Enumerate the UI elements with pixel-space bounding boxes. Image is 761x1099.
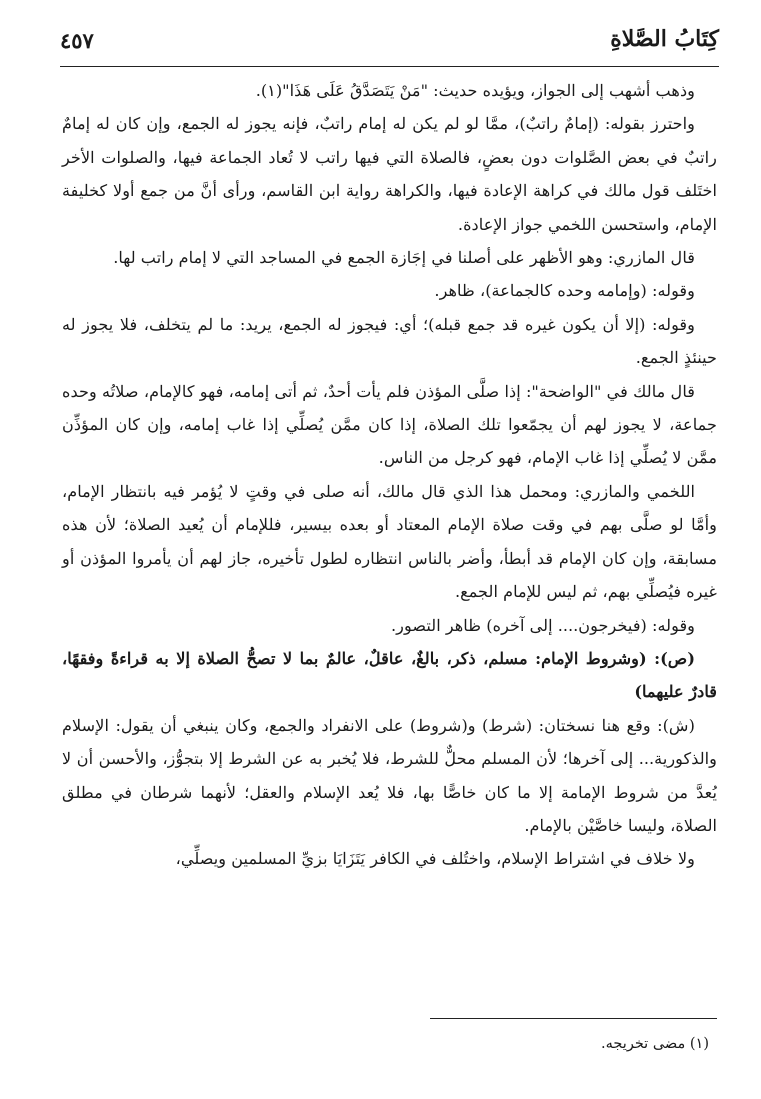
- page-number: ٤٥٧: [60, 28, 94, 53]
- paragraph: وقوله: (إلا أن يكون غيره قد جمع قبله)؛ أي: فيجوز له الجمع، يريد: ما لم يتخلف، فلا يجوز له حينئذٍ الجمع.: [62, 314, 717, 368]
- body-text: [62, 74, 717, 876]
- paragraph: قال مالك في "الواضحة": إذا صلَّى المؤذن فلم يأت أحدٌ، ثم أتى إمامه، فهو كالإمام، صلاتُه وحده جماعة، لا يجوز لهم أن يجمّعوا تلك الصلاة، إذا كان ممَّن يُصلِّي إذا غاب إمامه، وإن كان المؤذِّن ممَّن لا يُصلِّي إذا غاب الإمام، فهو كرجل من الناس.: [62, 381, 717, 468]
- paragraph: ولا خلاف في اشتراط الإسلام، واختُلف في الكافر يَتَزَايَا بزيِّ المسلمين ويصلِّي،: [175, 849, 695, 869]
- footnote-rule: [430, 1018, 717, 1019]
- page-header: [60, 24, 719, 64]
- paragraph: قال المازري: وهو الأظهر على أصلنا في إجَازة الجمع في المساجد التي لا إمام راتب لها.: [113, 248, 695, 268]
- paragraph: واحترز بقوله: (إمامٌ راتبٌ)، ممَّا لو لم يكن له إمام راتبٌ، فإنه يجوز له الجمع، وإن كان له إمامٌ راتبٌ في بعض الصَّلوات دون بعضٍ، فالصلاة التي فيها راتب لا تُعاد الجماعة فيها، والصلوات الأخر اختَلف قول مالك في كراهة الإعادة فيها، والكراهة رواية ابن القاسم، ورأى أنَّ من جمع أولا كخليفة الإمام، واستحسن اللخمي جواز الإعادة.: [62, 114, 717, 234]
- footnote: (١) مضى تخريجه.: [601, 1036, 709, 1052]
- paragraph: (ش): وقع هنا نسختان: (شرط) و(شروط) على الانفراد والجمع، وكان ينبغي أن يقول: الإسلام والذكورية... إلى آخرها؛ لأن المسلم محلٌّ للشرط، فلا يُخبر به عن الشرط إلا بتجوُّز، والأحسن أن لا يُعدَّ من شروط الإمامة إلا ما كان خاصًّا بها، فلا يُعد الإسلام والعقل؛ لأنهما شرطان في مطلق الصلاة، وليسا خاصَّيْن بالإمام.: [62, 715, 717, 835]
- header-rule: [60, 66, 719, 67]
- paragraph: اللخمي والمازري: ومحمل هذا الذي قال مالك، أنه صلى في وقتٍ لا يُؤمر فيه بانتظار الإمام، وأمَّا لو صلَّى بهم في وقت صلاة الإمام المعتاد أو بعده بيسير، فللإمام أن يُعيد الصلاة؛ لأن هذه مسابقة، وإن كان الإمام قد أبطأ، وأضر بالناس انتظاره لطول تأخيره، جاز لهم أن يأمروا المؤذن أو غيره فيُصلِّي بهم، ثم ليس للإمام الجمع.: [62, 481, 717, 602]
- paragraph: (ص): (وشروط الإمام: مسلم، ذكر، بالغٌ، عاقلٌ، عالمٌ بما لا تصحُّ الصلاة إلا به قراءةً وفقهًا، قادرٌ عليهما): [62, 648, 717, 702]
- paragraph: وقوله: (وإمامه وحده كالجماعة)، ظاهر.: [434, 281, 695, 301]
- paragraph: وذهب أشهب إلى الجواز، ويؤيده حديث: "مَنْ يَتَصَدَّقُ عَلَى هَذَا"(١).: [255, 81, 695, 100]
- book-title: كِتَابُ الصَّلاةِ: [610, 26, 719, 52]
- paragraph: وقوله: (فيخرجون.... إلى آخره) ظاهر التصور.: [391, 615, 695, 635]
